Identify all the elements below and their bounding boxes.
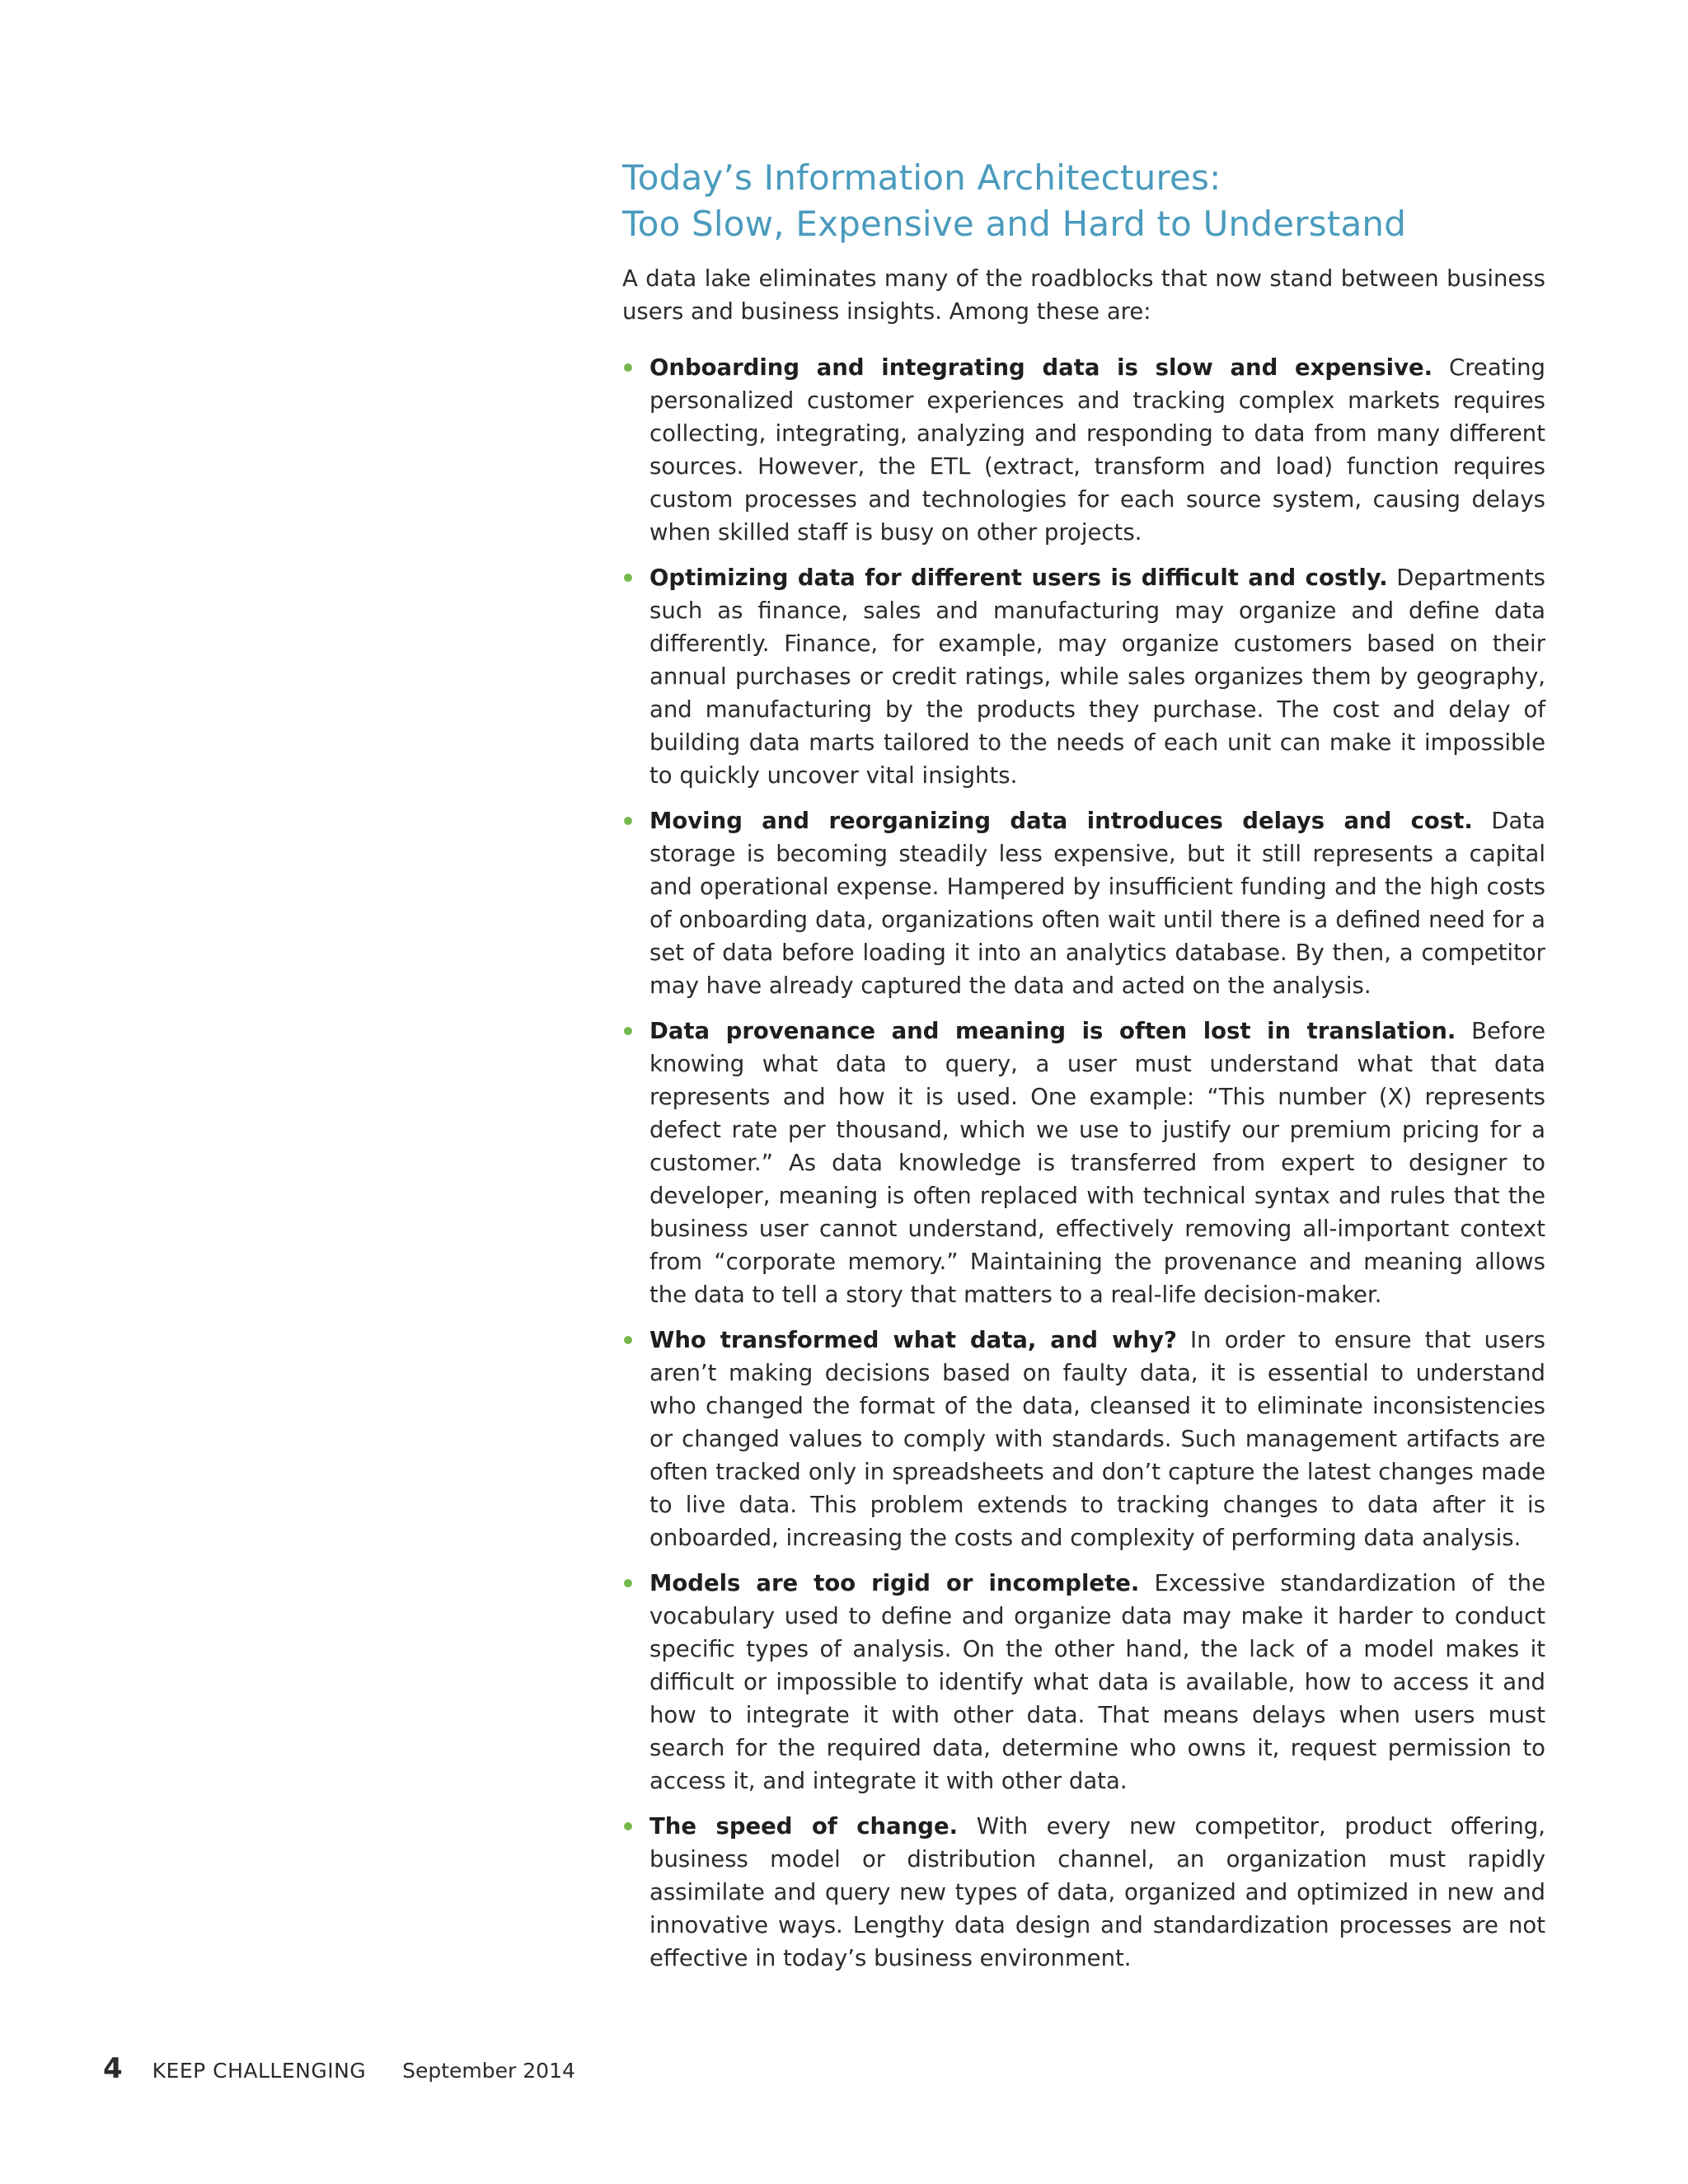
roadblock-list <box>622 351 1545 1975</box>
bullet-dot-icon <box>624 817 632 825</box>
list-item <box>622 1324 1545 1554</box>
list-item-lead: Moving and reorganizing data introduces delays and cost. <box>649 808 1473 834</box>
intro-paragraph: A data lake eliminates many of the roadblocks that now stand between business users and business insights. Among these are: <box>622 265 1545 325</box>
list-item-text: Data storage is becoming steadily less expensive, but it still represents a capital and operational expense. Hampered by insufficient funding and the high costs of onboarding data, organizations often wait until there is a defined need for a set of data before loading it into an analytics database. By then, a competitor may have already captured the data and acted on the analysis. <box>649 808 1545 999</box>
bullet-dot-icon <box>624 574 632 582</box>
list-item-text: Before knowing what data to query, a user must understand what that data represents and how it is used. One example: “This number (X) represents defect rate per thousand, which we use to justify our premium pricing for a customer.” As data knowledge is transferred from expert to designer to developer, meaning is often replaced with technical syntax and rules that the business user cannot understand, effectively removing all-important context from “corporate memory.” Maintaining the provenance and meaning allows the data to tell a story that matters to a real-life decision-maker. <box>649 1018 1546 1308</box>
bullet-dot-icon <box>624 1822 632 1830</box>
list-item-lead: Who transformed what data, and why? <box>649 1327 1177 1353</box>
bullet-dot-icon <box>624 1579 632 1587</box>
bullet-dot-icon <box>624 1336 632 1344</box>
heading-line-1: Today’s Information Architectures: <box>622 157 1221 198</box>
list-item-lead: Onboarding and integrating data is slow and expensive. <box>649 354 1433 381</box>
list-item-text: With every new competitor, product offering, business model or distribution channel, an organization must rapidly assimilate and query new types of data, organized and optimized in new and innovative ways. Lengthy data design and standardization processes are not effective in today’s business environment. <box>649 1813 1546 1971</box>
list-item-text: Excessive standardization of the vocabulary used to define and organize data may make it harder to conduct specific types of analysis. On the other hand, the lack of a model makes it difficult or impossible to identify what data is available, how to access it and how to integrate it with other data. That means delays when users must search for the required data, determine who owns it, request permission to access it, and integrate it with other data. <box>649 1570 1545 1794</box>
bullet-dot-icon <box>624 1027 632 1035</box>
list-item <box>622 804 1545 1002</box>
section-heading <box>622 155 1545 247</box>
article-column <box>622 155 1545 1987</box>
list-item-text: In order to ensure that users aren’t making decisions based on faulty data, it is essential to understand who changed the format of the data, cleansed it to eliminate inconsistencies or changed values to comply with standards. Such management artifacts are often tracked only in spreadsheets and don’t capture the latest changes made to live data. This problem extends to tracking changes to data after it is onboarded, increasing the costs and complexity of performing data analysis. <box>649 1327 1545 1551</box>
list-item-lead: Models are too rigid or incomplete. <box>649 1570 1140 1596</box>
list-item <box>622 1567 1545 1797</box>
publication-name: KEEP CHALLENGING <box>152 2059 367 2083</box>
publication-date: September 2014 <box>402 2059 575 2083</box>
list-item <box>622 1810 1545 1975</box>
list-item <box>622 351 1545 549</box>
page-number: 4 <box>103 2052 123 2085</box>
heading-line-2: Too Slow, Expensive and Hard to Understand <box>622 204 1407 244</box>
list-item-text: Departments such as finance, sales and manufacturing may organize and define data differently. Finance, for example, may organize customers based on their annual purchases or credit ratings, while sales organizes them by geography, and manufacturing by the products they purchase. The cost and delay of building data marts tailored to the needs of each unit can make it impossible to quickly uncover vital insights. <box>649 565 1546 789</box>
page-footer <box>103 2052 575 2088</box>
list-item-text: Creating personalized customer experiences and tracking complex markets requires collecting, integrating, analyzing and responding to data from many different sources. However, the ETL (extract, transform and load) function requires custom processes and technologies for each source system, causing delays when skilled staff is busy on other projects. <box>649 354 1545 546</box>
list-item <box>622 561 1545 792</box>
list-item-lead: Optimizing data for different users is difficult and costly. <box>649 565 1388 591</box>
bullet-dot-icon <box>624 363 632 372</box>
list-item-lead: Data provenance and meaning is often lost in translation. <box>649 1018 1456 1044</box>
list-item-lead: The speed of change. <box>649 1813 959 1840</box>
list-item <box>622 1015 1545 1311</box>
